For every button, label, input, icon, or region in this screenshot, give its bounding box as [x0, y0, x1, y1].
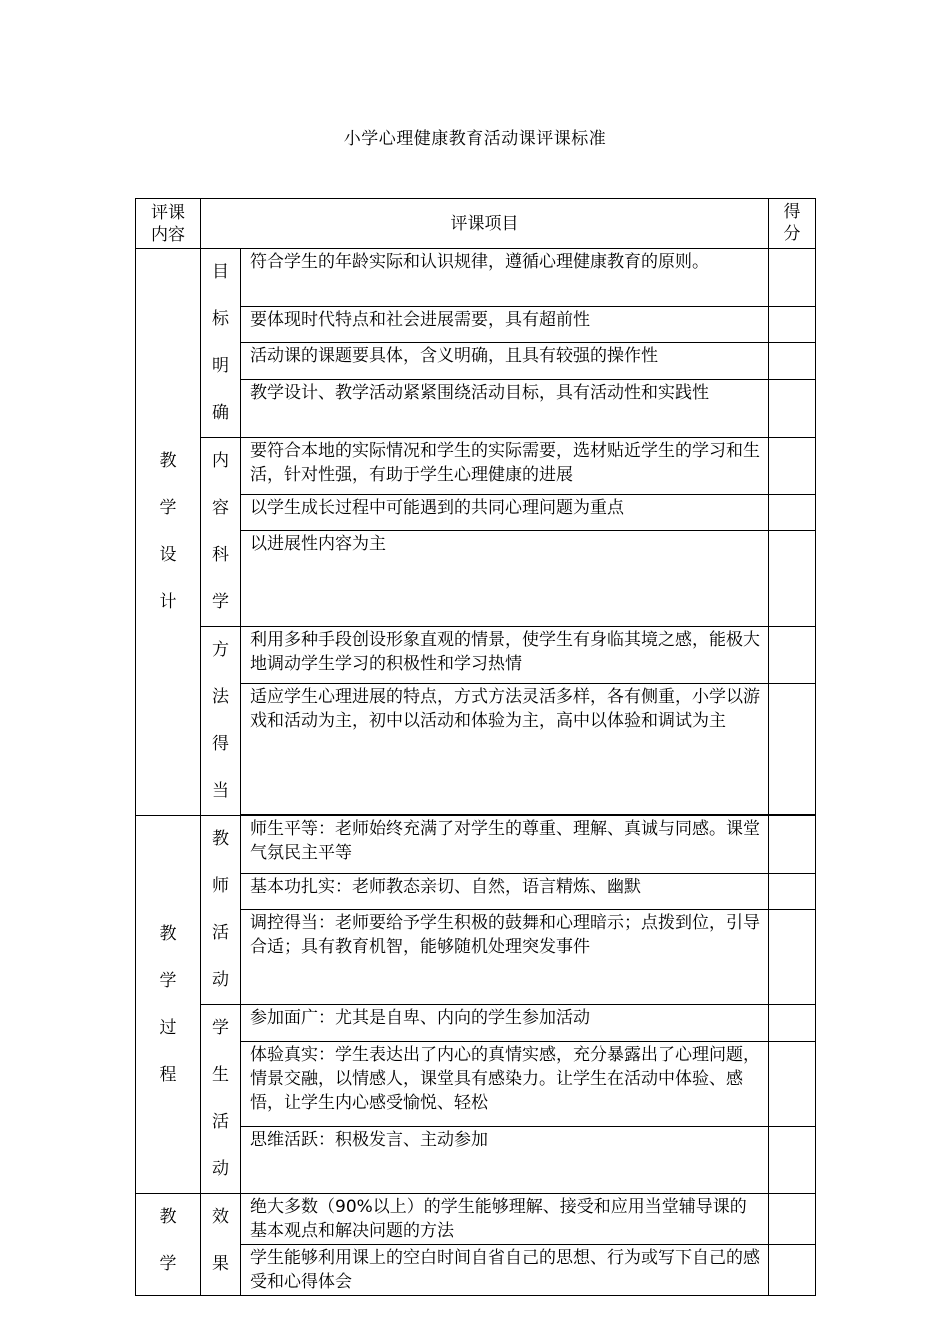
score-cell[interactable] — [769, 909, 816, 1004]
score-cell[interactable] — [769, 1245, 816, 1296]
criterion-text: 要体现时代特点和社会进展需要，具有超前性 — [241, 306, 769, 342]
score-cell[interactable] — [769, 342, 816, 379]
section-label-teaching-process: 教 学 过 程 — [136, 816, 201, 1194]
group-label-scientific-content: 内 容 科 学 — [201, 438, 241, 627]
group-label-student-activity: 学 生 活 动 — [201, 1005, 241, 1194]
group-label-clear-goals: 目 标 明 确 — [201, 249, 241, 438]
criterion-text: 适应学生心理进展的特点，方式方法灵活多样，各有侧重，小学以游戏和活动为主，初中以活动和体验为主，高中以体验和调试为主 — [241, 684, 769, 815]
criterion-text: 学生能够利用课上的空白时间自省自己的思想、行为或写下自己的感受和心得体会 — [241, 1245, 769, 1296]
group-label-teacher-activity: 教 师 活 动 — [201, 816, 241, 1005]
group-label-effect: 效 果 — [201, 1194, 241, 1296]
page-title: 小学心理健康教育活动课评课标准 — [343, 129, 607, 149]
criterion-text: 符合学生的年龄实际和认识规律，遵循心理健康教育的原则。 — [241, 249, 769, 307]
header-score: 得分 — [769, 199, 816, 249]
criterion-text: 教学设计、教学活动紧紧围绕活动目标，具有活动性和实践性 — [241, 380, 769, 438]
score-cell[interactable] — [769, 684, 816, 815]
criterion-text: 以进展性内容为主 — [241, 531, 769, 627]
table-row — [136, 627, 816, 684]
criterion-text: 要符合本地的实际情况和学生的实际需要，选材贴近学生的学习和生活，针对性强，有助于学生心理健康的进展 — [241, 438, 769, 495]
table-header-row — [136, 199, 816, 249]
criterion-text: 参加面广：尤其是自卑、内向的学生参加活动 — [241, 1005, 769, 1042]
table-row — [136, 1005, 816, 1042]
group-label-proper-methods: 方 法 得 当 — [201, 627, 241, 816]
header-items: 评课项目 — [201, 199, 769, 249]
criterion-text: 绝大多数（90%以上）的学生能够理解、接受和应用当堂辅导课的基本观点和解决问题的方法 — [241, 1194, 769, 1245]
section-label-teaching-design: 教 学 设 计 — [136, 249, 201, 816]
score-cell[interactable] — [769, 249, 816, 307]
criterion-text: 基本功扎实：老师教态亲切、自然，语言精炼、幽默 — [241, 873, 769, 909]
score-cell[interactable] — [769, 438, 816, 495]
criterion-text: 以学生成长过程中可能遇到的共同心理问题为重点 — [241, 495, 769, 531]
criterion-text: 思维活跃：积极发言、主动参加 — [241, 1126, 769, 1194]
criterion-text: 体验真实：学生表达出了内心的真情实感，充分暴露出了心理问题，情景交融，以情感人，课堂具有感染力。让学生在活动中体验、感悟，让学生内心感受愉悦、轻松 — [241, 1042, 769, 1126]
criterion-text: 调控得当：老师要给予学生积极的鼓舞和心理暗示；点拨到位，引导合适；具有教育机智，能够随机处理突发事件 — [241, 909, 769, 1004]
score-cell[interactable] — [769, 531, 816, 627]
table-row — [136, 816, 816, 874]
score-cell[interactable] — [769, 380, 816, 438]
table-row — [136, 1194, 816, 1245]
score-cell[interactable] — [769, 306, 816, 342]
evaluation-table — [135, 198, 816, 1296]
score-cell[interactable] — [769, 1042, 816, 1126]
section-label-teaching-effect: 教 学 — [136, 1194, 201, 1296]
table-row — [136, 249, 816, 307]
score-cell[interactable] — [769, 627, 816, 684]
score-cell[interactable] — [769, 1126, 816, 1194]
score-cell[interactable] — [769, 495, 816, 531]
score-cell[interactable] — [769, 816, 816, 874]
table-row — [136, 438, 816, 495]
score-cell[interactable] — [769, 873, 816, 909]
score-cell[interactable] — [769, 1194, 816, 1245]
header-category: 评课内容 — [136, 199, 201, 249]
criterion-text: 师生平等：老师始终充满了对学生的尊重、理解、真诚与同感。课堂气氛民主平等 — [241, 816, 769, 874]
criterion-text: 活动课的课题要具体，含义明确，且具有较强的操作性 — [241, 342, 769, 379]
score-cell[interactable] — [769, 1005, 816, 1042]
criterion-text: 利用多种手段创设形象直观的情景，使学生有身临其境之感，能极大地调动学生学习的积极性和学习热情 — [241, 627, 769, 684]
